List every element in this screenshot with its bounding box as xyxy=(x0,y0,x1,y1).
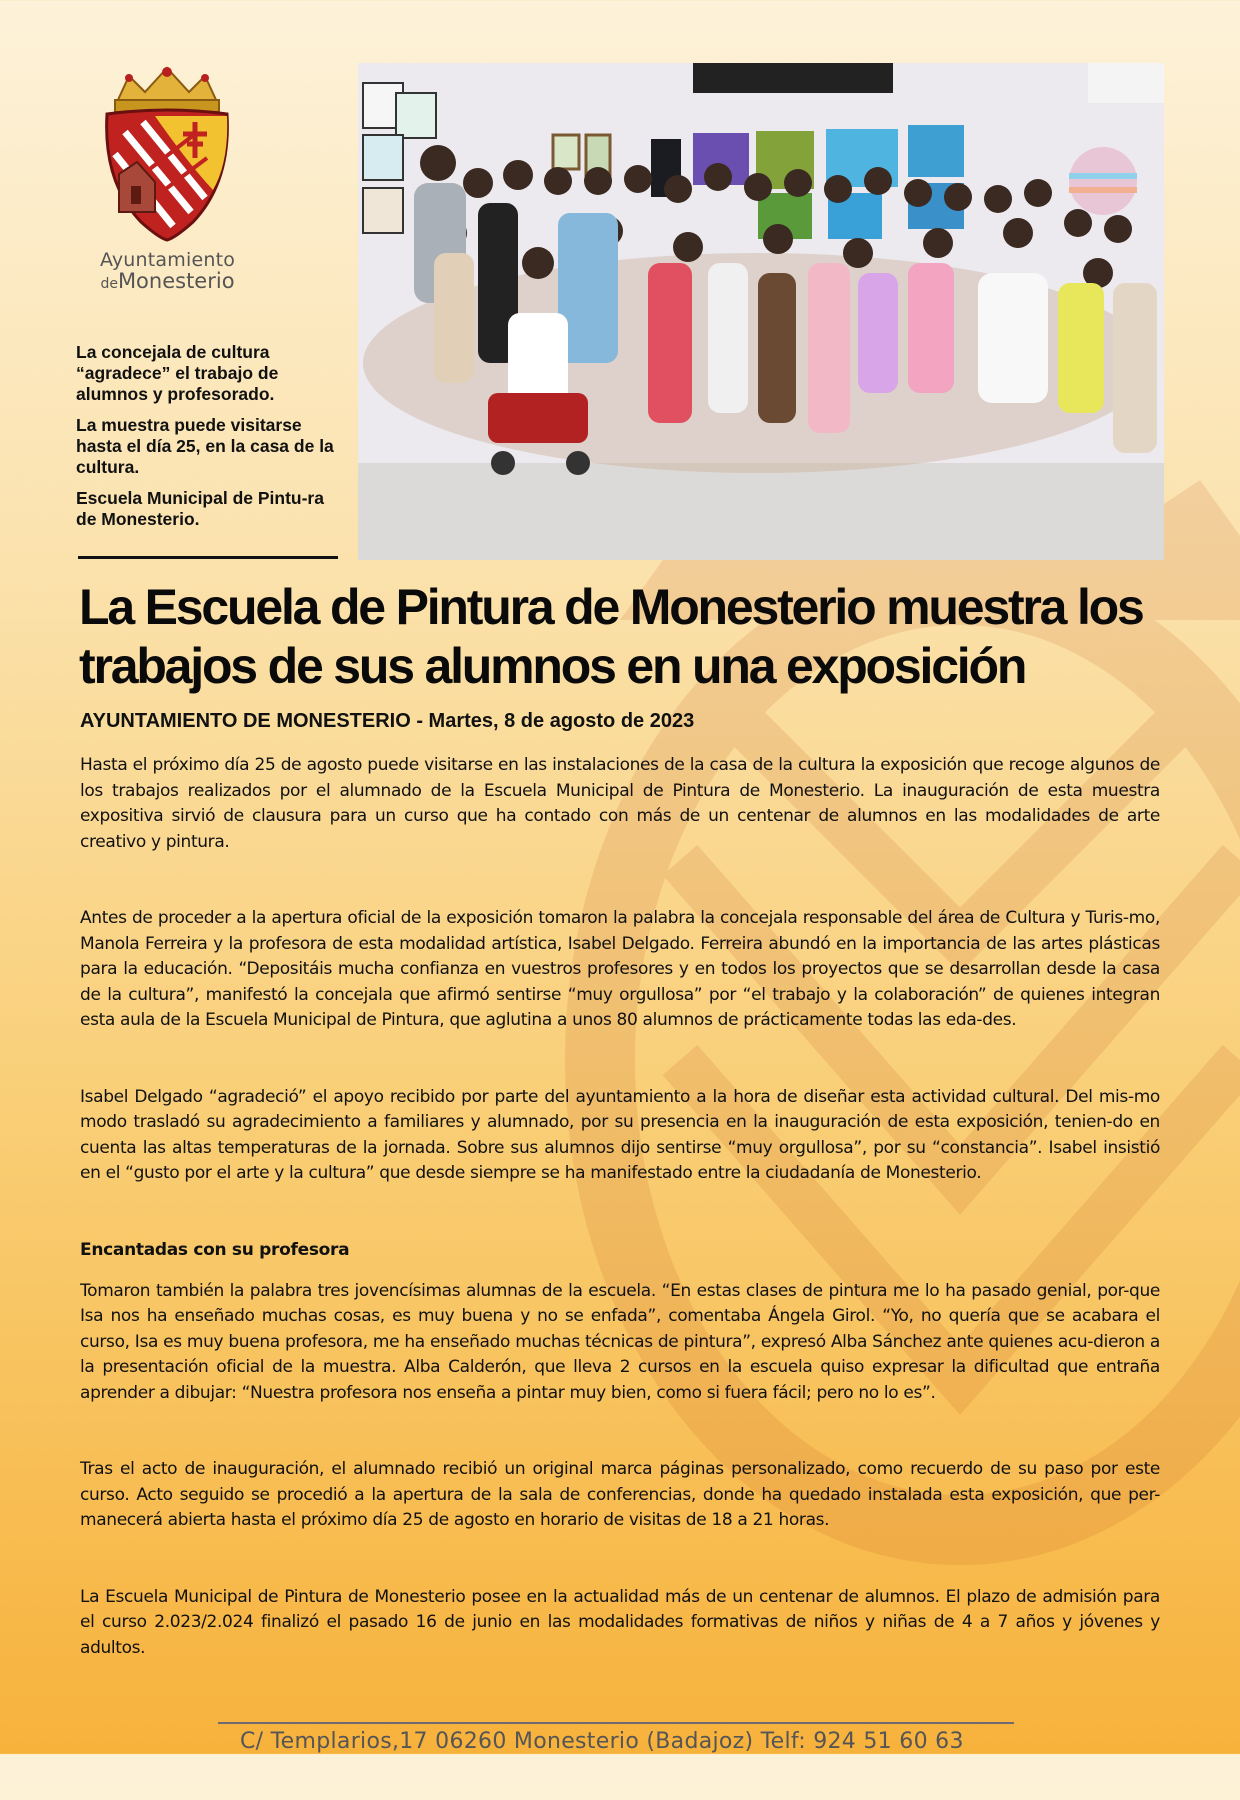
group-photo xyxy=(358,63,1164,560)
logo-line-1: Ayuntamiento xyxy=(99,249,236,271)
headline: La Escuela de Pintura de Monesterio muestra los trabajos de sus alumnos en una exposición xyxy=(79,579,1143,694)
municipal-logo xyxy=(95,62,240,293)
highlight-item: La muestra puede visitarse hasta el día 25, en la casa de la cultura. xyxy=(76,415,334,477)
paragraph: Tras el acto de inauguración, el alumnado recibió un original marca páginas personalizado, como recuerdo de su paso por este curso. Acto seguido se procedió a la apertura de la sala de conferencias, donde ha quedado instalada esta exposición, que per-manecerá abierta hasta el próximo día 25 de agosto en horario de visitas de 18 a 21 horas. xyxy=(80,1459,1160,1530)
logo-line-2 xyxy=(95,269,240,293)
footer-divider xyxy=(218,1722,1014,1724)
group-photo-image xyxy=(358,63,1164,560)
paragraph: Hasta el próximo día 25 de agosto puede visitarse en las instalaciones de la casa de la cultura la exposición que recoge algunos de los trabajos realizados por el alumnado de la Escuela Municipal de Pintura de Monesterio. La inauguración de esta muestra expositiva sirvió de clausura para un curso que ha contado con más de un centenar de alumnos en las modalidades de arte creativo y pintura. xyxy=(80,755,1160,852)
paragraph: Antes de proceder a la apertura oficial de la exposición tomaron la palabra la concejala responsable del área de Cultura y Turis-mo, Manola Ferreira y la profesora de esta modalidad artística, Isabel Delgado. Ferreira abundó en la importancia de las artes plásticas para la educación. “Depositáis mucha confianza en vuestros profesores y en todos los proyectos que se desarrollan desde la casa de la cultura”, manifestó la concejala que afirmó sentirse “muy orgullosa” por “el trabajo y la colaboración” de quienes integran esta aula de la Escuela Municipal de Pintura, que aglutina a unos 80 alumnos de prácticamente todas las eda-des. xyxy=(80,908,1160,1030)
paragraph: La Escuela Municipal de Pintura de Monesterio posee en la actualidad más de un centenar de alumnos. El plazo de admisión para el curso 2.023/2.024 finalizó el pasado 16 de junio en las modalidades formativas de niños y niñas de 4 a 7 años y jóvenes y adultos. xyxy=(80,1586,1160,1658)
logo-line-2-name: Monesterio xyxy=(117,269,235,293)
highlights-divider xyxy=(78,556,338,559)
footer-address: C/ Templarios,17 06260 Monesterio (Badajoz) Telf: 924 51 60 63 xyxy=(240,1729,964,1754)
coat-of-arms-icon xyxy=(95,62,240,257)
subheading: Encantadas con su profesora xyxy=(80,1239,350,1260)
highlight-item: La concejala de cultura “agradece” el trabajo de alumnos y profesorado. xyxy=(76,342,279,404)
highlights xyxy=(76,342,338,540)
byline: AYUNTAMIENTO DE MONESTERIO - Martes, 8 de agosto de 2023 xyxy=(80,710,695,732)
article-body xyxy=(80,753,1160,1661)
logo-line-2-prefix: de xyxy=(100,276,118,292)
paragraph: Isabel Delgado “agradeció” el apoyo recibido por parte del ayuntamiento a la hora de diseñar esta actividad cultural. Del mis-mo modo trasladó su agradecimiento a familiares y alumnado, por su presencia en la inauguración de esta exposición, tenien-do en cuenta las altas temperaturas de la jornada. Sobre sus alumnos dijo sentirse “muy orgullosa”, por su “constancia”. Isabel insistió en el “gusto por el arte y la cultura” que desde siempre se ha manifestado entre la ciudadanía de Monesterio. xyxy=(80,1086,1160,1183)
highlight-item: Escuela Municipal de Pintu-ra de Monesterio. xyxy=(76,488,324,529)
paragraph: Tomaron también la palabra tres jovencísimas alumnas de la escuela. “En estas clases de pintura me lo ha pasado genial, por-que Isa nos ha enseñado muchas cosas, es muy buena y no se enfada”, comentaba Ángela Girol. “Yo, no quería que se acabara el curso, Isa es muy buena profesora, me ha enseñado muchas técnicas de pintura”, expresó Alba Sánchez ante quienes acu-dieron a la presentación oficial de la muestra. Alba Calderón, que lleva 2 cursos en la escuela quiso expresar la dificultad que entraña aprender a dibujar: “Nuestra profesora nos enseña a pintar muy bien, como si fuera fácil; pero no lo es”. xyxy=(80,1280,1160,1403)
